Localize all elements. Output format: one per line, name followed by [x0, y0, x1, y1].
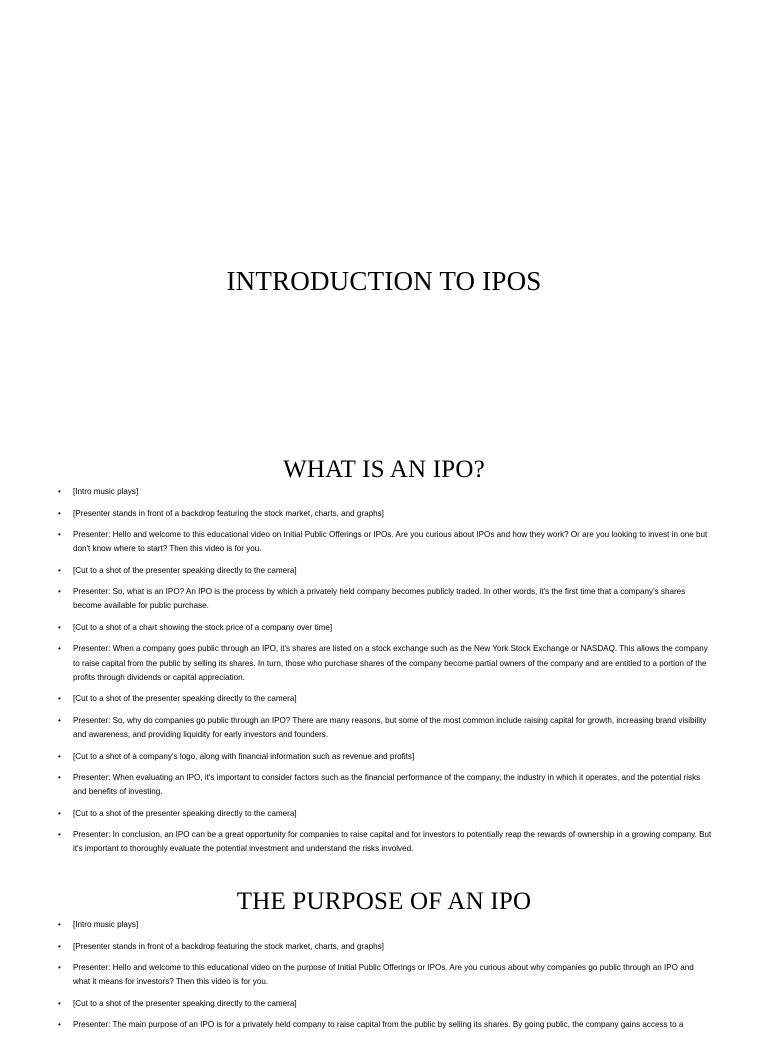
list-item: • Presenter: So, why do companies go public through an IPO? There are many reasons, but some of the most common include raising capital for growth, increasing brand visibility and awareness, and providing liquidity for early investors and founders.: [73, 714, 713, 742]
list-item: • Presenter: In conclusion, an IPO can be a great opportunity for companies to raise capital and for investors to potentially reap the rewards of ownership in a growing company. But it's important to thoroughly evaluate the potential investment and understand the risks involved.: [73, 828, 713, 856]
list-item: • [Intro music plays]: [73, 918, 713, 932]
list-item: • [Cut to a shot of the presenter speaking directly to the camera]: [73, 807, 713, 821]
list-item: • [Cut to a shot of the presenter speaking directly to the camera]: [73, 564, 713, 578]
section-bullet-list-what-is-an-ipo: [73, 485, 713, 864]
list-item: • [Cut to a shot of a chart showing the stock price of a company over time]: [73, 621, 713, 635]
list-item: • [Presenter stands in front of a backdrop featuring the stock market, charts, and graphs]: [73, 940, 713, 954]
list-item: • Presenter: The main purpose of an IPO is for a privately held company to raise capital from the public by selling its shares. By going public, the company gains access to a: [73, 1018, 713, 1032]
section-heading-what-is-an-ipo: WHAT IS AN IPO?: [283, 456, 485, 483]
list-item: • Presenter: So, what is an IPO? An IPO is the process by which a privately held company becomes publicly traded. In other words, it's the first time that a company's shares become available for public purchase.: [73, 585, 713, 613]
list-item: • Presenter: Hello and welcome to this educational video on Initial Public Offerings or IPOs. Are you curious about IPOs and how they work? Or are you looking to invest in one but don't know where to start? Then this video is for you.: [73, 528, 713, 556]
section-heading-purpose-of-an-ipo: THE PURPOSE OF AN IPO: [236, 888, 532, 915]
list-item: • [Intro music plays]: [73, 485, 713, 499]
list-item: • [Presenter stands in front of a backdrop featuring the stock market, charts, and graphs]: [73, 507, 713, 521]
list-item: • Presenter: Hello and welcome to this educational video on the purpose of Initial Public Offerings or IPOs. Are you curious about why companies go public through an IPO and what it means for investors? Then this video is for you.: [73, 961, 713, 989]
list-item: • Presenter: When evaluating an IPO, it's important to consider factors such as the financial performance of the company, the industry in which it operates, and the potential risks and benefits of investing.: [73, 771, 713, 799]
list-item: • [Cut to a shot of a company's logo, along with financial information such as revenue and profits]: [73, 750, 713, 764]
section-bullet-list-purpose-of-an-ipo: [73, 918, 713, 1040]
document-title: INTRODUCTION TO IPOS: [226, 266, 542, 296]
list-item: • [Cut to a shot of the presenter speaking directly to the camera]: [73, 997, 713, 1011]
list-item: • [Cut to a shot of the presenter speaking directly to the camera]: [73, 692, 713, 706]
list-item: • Presenter: When a company goes public through an IPO, it's shares are listed on a stock exchange such as the New York Stock Exchange or NASDAQ. This allows the company to raise capital from the public by selling its shares. In turn, those who purchase shares of the company become partial owners of the company and are entitled to a portion of the profits through dividends or capital appreciation.: [73, 642, 713, 685]
